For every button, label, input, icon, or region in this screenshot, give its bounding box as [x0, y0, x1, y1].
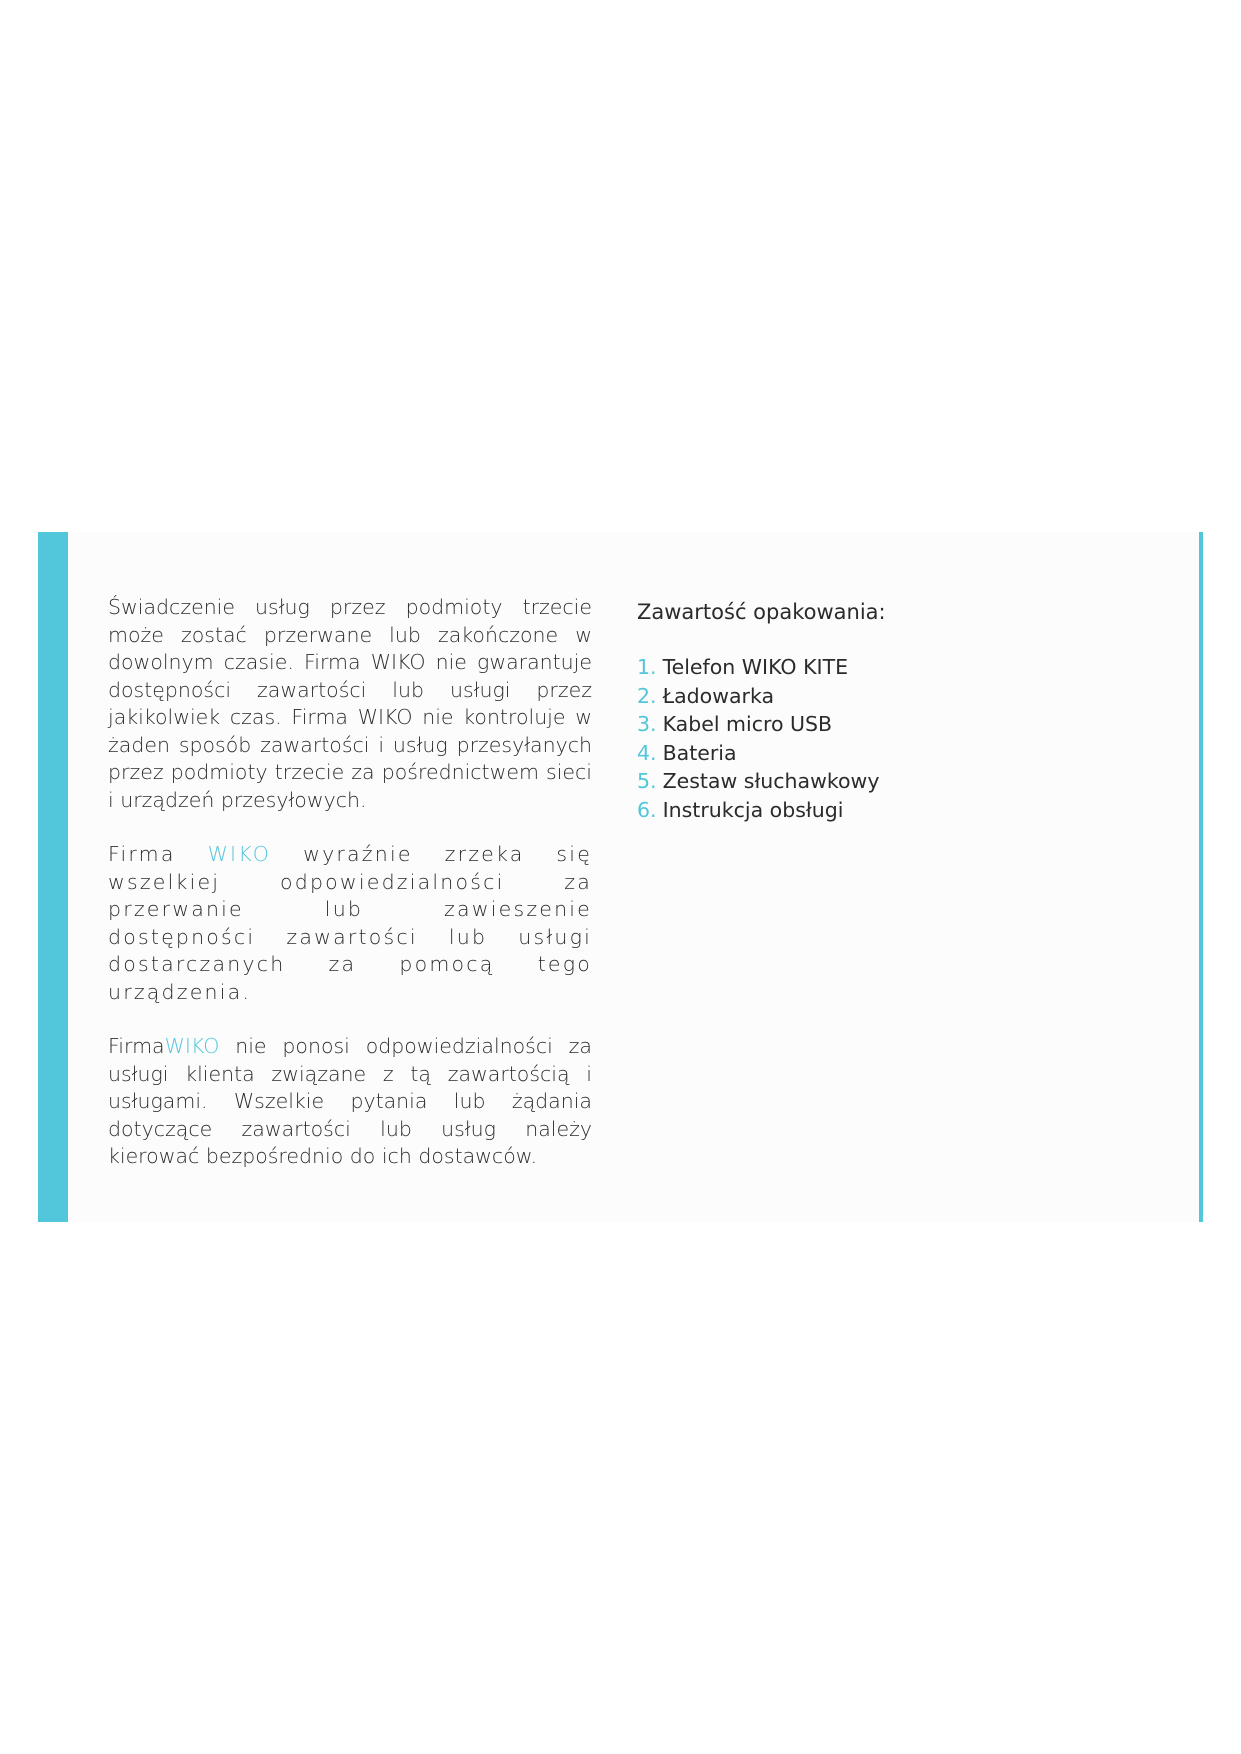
right-accent-line [1199, 532, 1203, 1222]
list-item [637, 796, 1157, 825]
list-item [637, 653, 1157, 682]
list-item-number: 2. [637, 683, 657, 708]
list-item [637, 767, 1157, 796]
list-item-number: 1. [637, 655, 657, 679]
list-item-number: 5. [637, 769, 657, 793]
paragraph-disclaimer-body: wyraźnie zrzeka się wszelkiej odpowiedzialności za przerwanie lub zawieszenie dostępności zawartości lub usługi dostarczanych za pomocą tego urządzenia. [108, 842, 593, 1004]
paragraph-customer-service-prefix: Firma [108, 1034, 165, 1058]
paragraph-disclaimer [108, 841, 592, 1006]
package-contents-section [637, 598, 1157, 824]
left-accent-bar [38, 532, 68, 1222]
legal-notice-column [108, 594, 592, 1198]
list-item [637, 682, 1157, 711]
list-item [637, 710, 1157, 739]
paragraph-customer-service-body: nie ponosi odpowiedzialności za usługi klienta związane z tą zawartością i usługami. Wszelkie pytania lub żądania dotyczące zawartości lub usług należy kierować bezpośrednio do ich dostawców. [108, 1034, 592, 1168]
package-contents-heading: Zawartość opakowania: [637, 600, 886, 624]
paragraph-customer-service [108, 1033, 592, 1171]
list-item-label: Bateria [662, 740, 737, 765]
list-item-label: Zestaw słuchawkowy [662, 769, 880, 793]
brand-name: WIKO [164, 1034, 220, 1058]
paragraph-disclaimer-prefix: Firma [108, 842, 208, 866]
package-contents-list [637, 653, 1157, 824]
list-item [637, 739, 1157, 768]
list-item-label: Ładowarka [662, 683, 775, 708]
list-item-label: Telefon WIKO KITE [662, 655, 849, 679]
paragraph-service-interruption: Świadczenie usług przez podmioty trzecie może zostać przerwane lub zakończone w dowolnym czasie. Firma WIKO nie gwarantuje dostępności zawartości lub usługi przez jakikolwiek czas. Firma WIKO nie kontroluje w żaden sposób zawartości i usług przesyłanych przez podmioty trzecie za pośrednictwem sieci i urządzeń przesyłowych. [108, 595, 592, 812]
brand-name: WIKO [207, 842, 272, 866]
list-item-label: Instrukcja obsługi [662, 797, 844, 822]
list-item-number: 3. [637, 712, 657, 736]
list-item-label: Kabel micro USB [662, 712, 833, 736]
list-item-number: 6. [637, 797, 657, 822]
list-item-number: 4. [637, 740, 657, 765]
